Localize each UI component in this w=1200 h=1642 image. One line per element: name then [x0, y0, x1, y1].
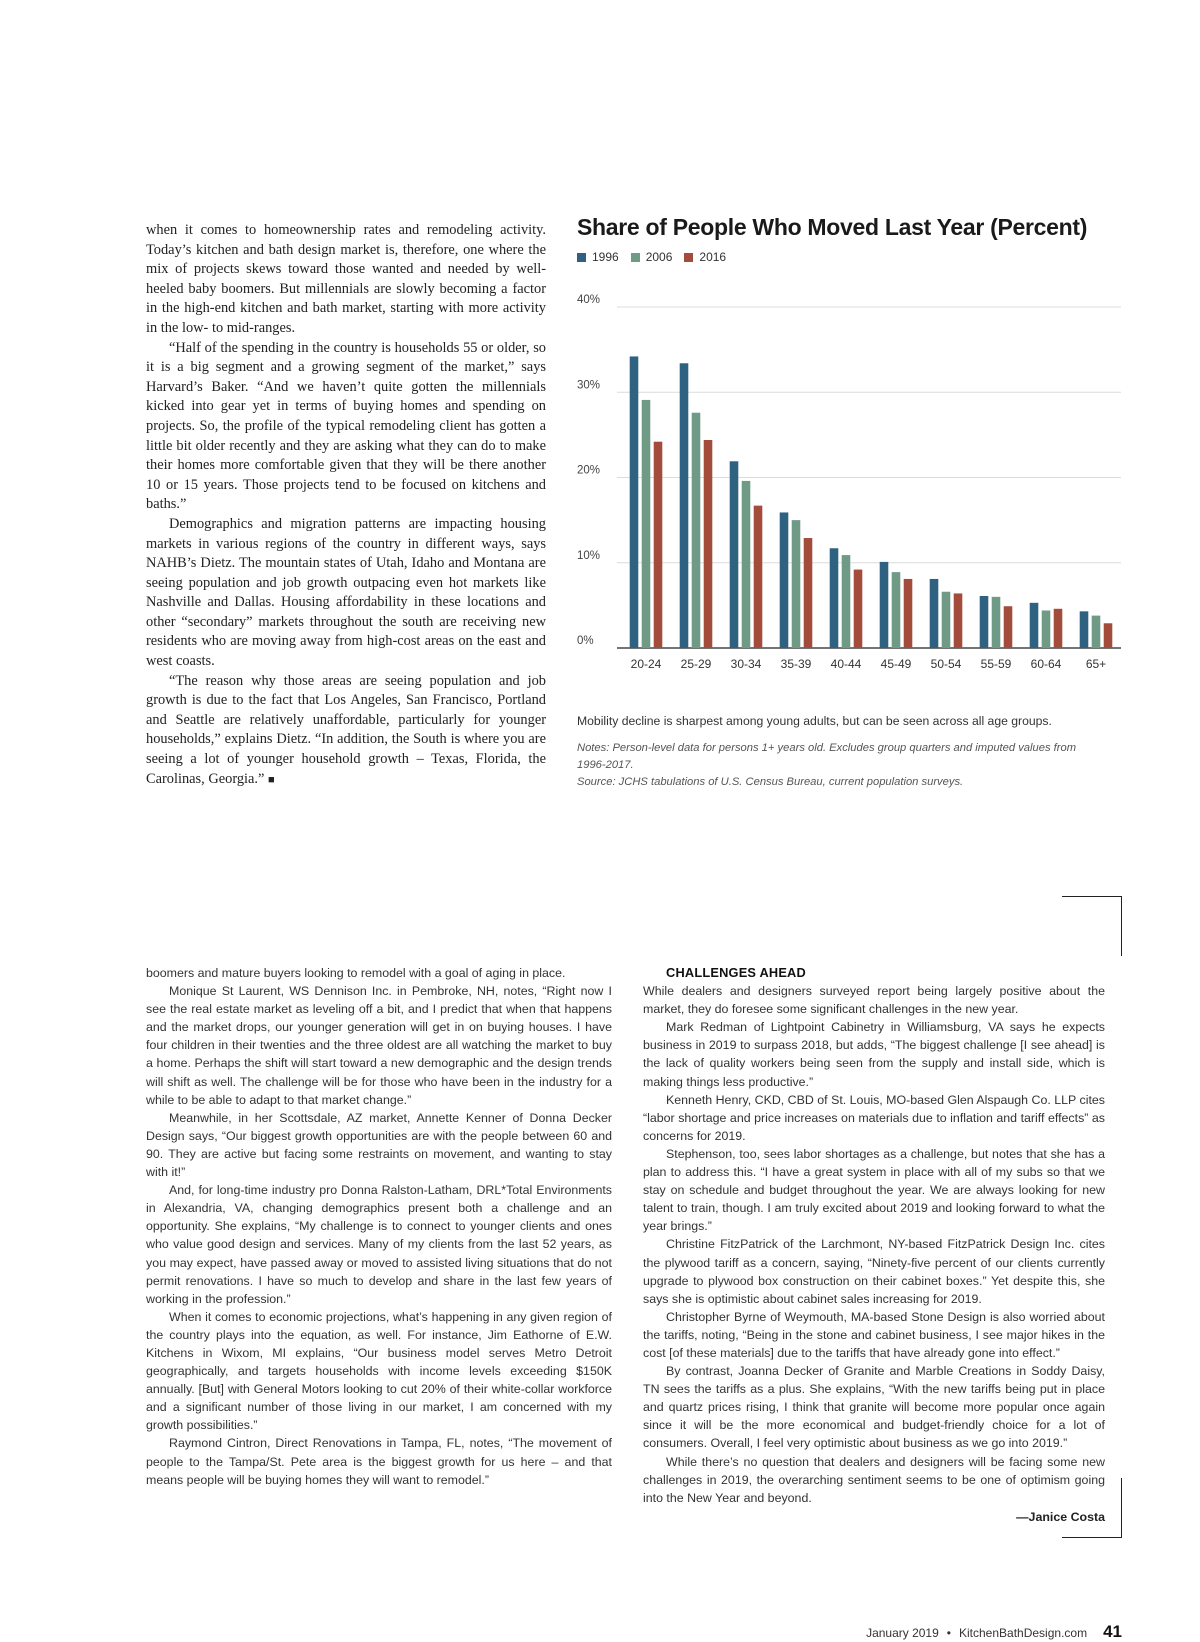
y-tick-label: 20%	[577, 464, 601, 477]
legend-label: 2016	[699, 250, 727, 264]
article-top-column	[146, 221, 546, 790]
bar	[954, 593, 963, 648]
x-tick-label: 60-64	[1030, 657, 1062, 671]
bar	[992, 597, 1001, 648]
chart-source: Source: JCHS tabulations of U.S. Census Bureau, current population surveys.	[577, 776, 964, 788]
paragraph: Mark Redman of Lightpoint Cabinetry in Williamsburg, VA says he expects business in 2019 to surpass 2018, but adds, “The biggest challenge [I see ahead] is the lack of quality workers being seen from the supply and install side, which is making things less productive.”	[643, 1020, 1105, 1089]
x-tick-label: 65+	[1085, 657, 1107, 671]
y-tick-label: 0%	[577, 635, 594, 647]
article-bottom-left-column	[146, 964, 612, 1489]
paragraph: Meanwhile, in her Scottsdale, AZ market, Annette Kenner of Donna Decker Design says, “Our biggest growth opportunities are with the people between 60 and 90. They are active but facing some restraints on movement, and wanting to stay with it!”	[146, 1110, 612, 1180]
paragraph: Demographics and migration patterns are impacting housing markets in various regions of the country in different ways, says NAHB’s Dietz. The mountain states of Utah, Idaho and Montana are seeing population and job growth outpacing even hot markets like Nashville and Dallas. Housing affordability in these locations and other “secondary” markets throughout the south are receiving new residents who are moving away from high-cost areas on the east and west coasts.	[146, 515, 546, 670]
bar-chart	[577, 290, 1129, 682]
y-tick-label: 10%	[577, 549, 601, 562]
byline: —Janice Costa	[1016, 1509, 1105, 1524]
chart-legend	[577, 250, 1129, 264]
bar	[654, 442, 663, 648]
paragraph: And, for long-time industry pro Donna Ralston-Latham, DRL*Total Environments in Alexandria, VA, changing demographics present both a challenge and an opportunity. She explains, “My challenge is to connect to younger clients and ones who value good design and services. Many of my clients from the last 52 years, as you may expect, have passed away or moved to assisted living situations that do not permit renovations. I have so much to develop and share in the last few years of working in the profession.”	[146, 1183, 612, 1306]
chart-caption: Mobility decline is sharpest among young adults, but can be seen across all age groups.	[577, 714, 1052, 728]
bar	[642, 400, 651, 648]
bar	[1092, 616, 1101, 648]
legend-item	[577, 250, 619, 264]
paragraph: By contrast, Joanna Decker of Granite and Marble Creations in Soddy Daisy, TN sees the tariffs as a plus. She explains, “With the new tariffs being put in place and quartz prices rising, I think that granite will become more popular once again since it will be the more economical and budget-friendly choice for a lot of consumers. Overall, I feel very optimistic about business as we go into 2019.”	[643, 1364, 1105, 1451]
bar	[742, 481, 751, 648]
paragraph: Christine FitzPatrick of the Larchmont, NY-based FitzPatrick Design Inc. cites the plywood tariff as a concern, saying, “Ninety-five percent of our clients currently upgrade to plywood box construction on their cabinet boxes.” Yet despite this, she says she is optimistic about cabinet sales increasing for 2019.	[643, 1237, 1105, 1306]
paragraph: Stephenson, too, sees labor shortages as a challenge, but notes that she has a plan to address this. “I have a great system in place with all of my subs so that we stay on schedule and budget throughout the year. We are always looking for new talent to train, though. I am truly excited about 2019 and looking forward to what the year brings.”	[643, 1146, 1105, 1234]
page-number: 41	[1103, 1622, 1122, 1641]
bar	[1004, 606, 1013, 648]
y-tick-label: 40%	[577, 294, 601, 306]
bar	[1080, 611, 1089, 648]
paragraph: when it comes to homeownership rates and remodeling activity. Today’s kitchen and bath design market is, therefore, one where the mix of projects skews toward those wanted and needed by well-heeled baby boomers. But millennials are slowly becoming a factor in the high-end kitchen and bath market, starting with more activity in the low- to mid-ranges.	[146, 222, 546, 336]
bar	[780, 512, 789, 648]
paragraph: “Half of the spending in the country is households 55 or older, so it is a big segment and a growing segment of the market,” says Harvard’s Baker. “And we haven’t quite gotten the millennials kicked into gear yet in terms of buying homes and spending on projects. So, the profile of the typical remodeling client has gotten a little bit older recently and they are asking what they can do to make their homes more comfortable given that they will be there another 10 or 15 years. Those projects tend to be focused on kitchens and baths.”	[146, 339, 546, 513]
bar	[1042, 610, 1051, 648]
bar	[892, 572, 901, 648]
chart-title: Share of People Who Moved Last Year (Percent)	[577, 214, 1088, 240]
paragraph-text: “The reason why those areas are seeing population and job growth is due to the fact that Los Angeles, San Francisco, Portland and Seattle are relatively unaffordable, particularly for younger households,” explains Dietz. “In addition, the South is where you are seeing a lot of younger household growth – Texas, Florida, the Carolinas, Georgia.”	[146, 672, 546, 787]
y-tick-label: 30%	[577, 379, 601, 392]
legend-swatch	[684, 253, 693, 262]
bar	[804, 538, 813, 648]
paragraph: When it comes to economic projections, what’s happening in any given region of the country plays into the equation, as well. For instance, Jim Eathorne of E.W. Kitchens in Wixom, MI explains, “Our business model serves Metro Detroit geographically, and targets households with income levels exceeding $150K annually. [But] with General Motors looking to cut 20% of their white-collar workforce and a significant number of those living in our market, I am concerned with my growth possibilities.”	[146, 1309, 612, 1433]
legend-swatch	[577, 253, 586, 262]
footer-separator: •	[946, 1626, 951, 1640]
paragraph: Monique St Laurent, WS Dennison Inc. in Pembroke, NH, notes, “Right now I see the real estate market as leveling off a bit, and I predict that when that happens and the market drops, our younger generation will get in on buying houses. I have four children in their twenties and the three oldest are all watching the market to buy a home. Perhaps the shift will start toward a new demographic and the design trends will shift as well. The challenge will be for those who have been in the industry for a while to be able to adapt to that market change.”	[146, 984, 612, 1107]
chart-header	[577, 214, 1129, 264]
paragraph	[146, 672, 546, 791]
paragraph: Christopher Byrne of Weymouth, MA-based Stone Design is also worried about the tariffs, noting, “Being in the stone and cabinet business, I see major hikes in the cost [of these materials] due to the tariffs that have already gone into effect.”	[643, 1309, 1105, 1360]
bar	[842, 555, 851, 648]
paragraph: While dealers and designers surveyed report being largely positive about the market, they do foresee some significant challenges in the new year.	[643, 984, 1105, 1017]
website: KitchenBathDesign.com	[959, 1626, 1088, 1640]
paragraph: While there’s no question that dealers and designers will be facing some new challenges in 2019, the overarching sentiment seems to be one of optimism going into the New Year and beyond.	[643, 1454, 1105, 1505]
x-tick-label: 30-34	[730, 657, 762, 671]
bar	[830, 548, 839, 648]
bar	[942, 592, 951, 648]
bar	[680, 363, 689, 648]
bar	[630, 356, 639, 648]
x-tick-label: 20-24	[630, 657, 662, 671]
x-tick-label: 45-49	[880, 657, 912, 671]
bar	[792, 520, 801, 648]
paragraph: boomers and mature buyers looking to remodel with a goal of aging in place.	[146, 966, 566, 980]
paragraph: Kenneth Henry, CKD, CBD of St. Louis, MO-based Glen Alspaugh Co. LLP cites “labor shortage and price increases on materials due to inflation and tariff effects” as concerns for 2019.	[643, 1092, 1105, 1143]
bar	[980, 596, 989, 648]
chart-notes: Notes: Person-level data for persons 1+ years old. Excludes group quarters and imputed values from 1996-2017.	[577, 742, 1077, 771]
page-footer	[866, 1622, 1122, 1642]
paragraph: Raymond Cintron, Direct Renovations in Tampa, FL, notes, “The movement of people to the Tampa/St. Pete area is the biggest growth for us here – and that means people will be buying homes they will want to remodel.”	[146, 1436, 612, 1487]
x-tick-label: 50-54	[930, 657, 962, 671]
legend-item	[631, 250, 673, 264]
bar	[904, 579, 913, 648]
x-tick-label: 40-44	[830, 657, 862, 671]
legend-label: 2006	[645, 250, 673, 264]
bar	[1054, 609, 1063, 648]
bar	[692, 413, 701, 648]
corner-bracket-top	[1062, 896, 1122, 956]
chart-notes-block	[577, 740, 1097, 791]
bar	[754, 506, 763, 648]
issue-date: January 2019	[866, 1626, 939, 1640]
legend-swatch	[631, 253, 640, 262]
bar	[730, 461, 739, 648]
end-mark: ■	[268, 773, 275, 786]
x-tick-label: 55-59	[980, 657, 1012, 671]
legend-label: 1996	[592, 250, 619, 264]
article-bottom-right-column	[643, 964, 1105, 1526]
bar	[880, 562, 889, 648]
x-tick-label: 25-29	[680, 657, 712, 671]
section-heading: CHALLENGES AHEAD	[666, 965, 806, 980]
bar	[1104, 623, 1113, 648]
bar	[930, 579, 939, 648]
legend-item	[684, 250, 726, 264]
bar	[854, 570, 863, 648]
x-tick-label: 35-39	[780, 657, 812, 671]
bar	[704, 440, 713, 648]
bar	[1030, 603, 1039, 648]
